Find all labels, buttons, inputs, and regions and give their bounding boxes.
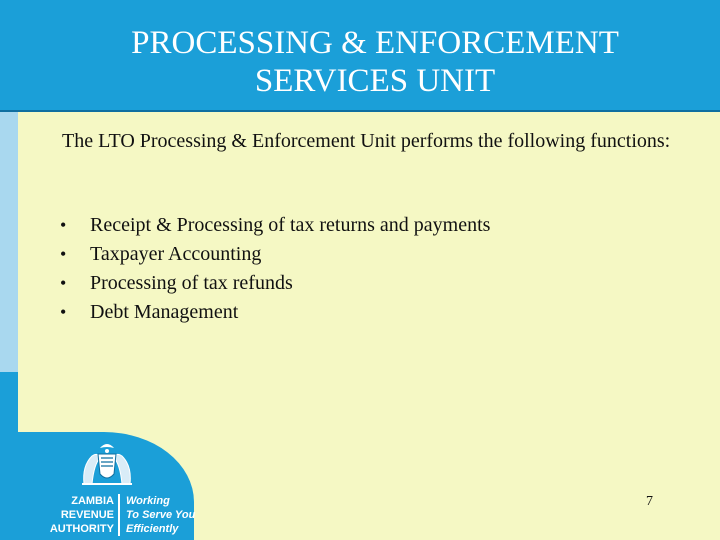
list-item bbox=[58, 240, 678, 269]
bullet-icon: • bbox=[60, 215, 67, 235]
zra-logo bbox=[18, 432, 194, 540]
list-item-text: Taxpayer Accounting bbox=[90, 243, 262, 265]
list-item-text: Debt Management bbox=[90, 301, 239, 323]
function-list bbox=[58, 211, 678, 327]
tagline-line: To Serve You bbox=[126, 509, 196, 521]
tagline-line: Working bbox=[126, 495, 170, 507]
org-name bbox=[24, 494, 114, 536]
list-item bbox=[58, 211, 678, 240]
title-bar bbox=[0, 0, 720, 112]
intro-text: The LTO Processing & Enforcement Unit performs the following functions: bbox=[62, 130, 671, 152]
left-accent-stripe-light bbox=[0, 112, 18, 372]
logo-divider bbox=[118, 494, 120, 536]
list-item bbox=[58, 298, 678, 327]
tagline-line: Efficiently bbox=[126, 523, 179, 535]
bullet-icon: • bbox=[60, 302, 67, 322]
org-name-line: ZAMBIA bbox=[71, 495, 114, 507]
tagline bbox=[126, 494, 196, 536]
list-item bbox=[58, 269, 678, 298]
org-name-line: REVENUE bbox=[60, 509, 114, 521]
slide-title: PROCESSING & ENFORCEMENT SERVICES UNIT bbox=[131, 25, 619, 99]
org-name-line: AUTHORITY bbox=[49, 523, 114, 535]
coat-of-arms-icon bbox=[78, 440, 136, 486]
bullet-icon: • bbox=[60, 244, 67, 264]
list-item-text: Processing of tax refunds bbox=[90, 272, 293, 294]
bullet-icon: • bbox=[60, 273, 67, 293]
list-item-text: Receipt & Processing of tax returns and payments bbox=[90, 214, 491, 236]
page-number: 7 bbox=[646, 494, 653, 509]
